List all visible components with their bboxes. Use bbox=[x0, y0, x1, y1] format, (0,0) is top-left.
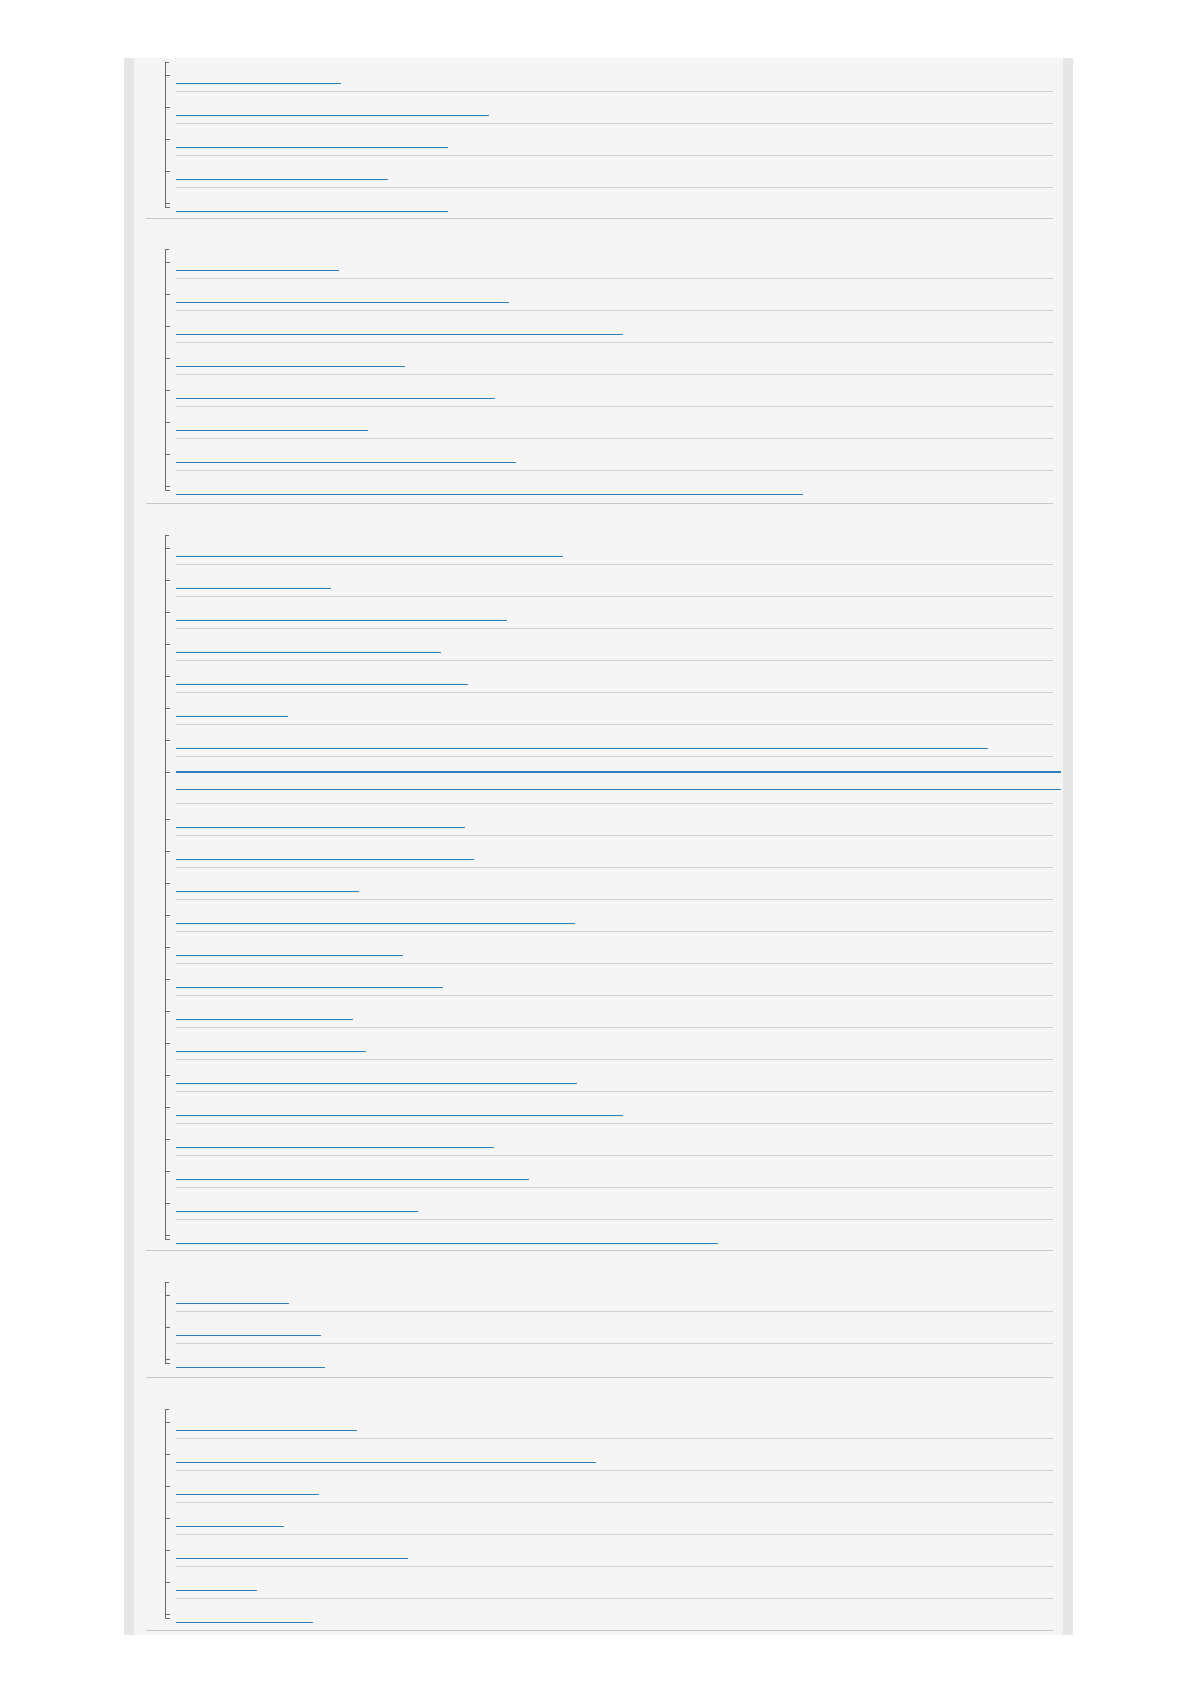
toc-link[interactable] bbox=[176, 1542, 408, 1559]
toc-link[interactable] bbox=[176, 195, 448, 212]
tree-branch bbox=[166, 1295, 170, 1296]
tree-branch bbox=[166, 612, 170, 613]
tree-branch bbox=[166, 580, 170, 581]
toc-link[interactable] bbox=[176, 254, 339, 271]
toc-item bbox=[166, 1439, 1053, 1471]
toc-item bbox=[166, 1092, 1053, 1124]
tree-branch bbox=[166, 294, 170, 295]
tree-branch bbox=[166, 1359, 170, 1360]
toc-link[interactable] bbox=[176, 811, 465, 828]
tree-connector bbox=[165, 535, 166, 1240]
toc-item bbox=[166, 375, 1053, 407]
toc-item bbox=[166, 804, 1053, 836]
toc-item bbox=[166, 188, 1053, 220]
toc-item bbox=[166, 964, 1053, 996]
toc-item bbox=[166, 1280, 1053, 1312]
tree-branch bbox=[166, 486, 170, 487]
toc-item bbox=[166, 60, 1053, 92]
tree-branch bbox=[166, 1422, 170, 1423]
toc-link[interactable] bbox=[176, 1446, 596, 1463]
toc-item bbox=[166, 156, 1053, 188]
toc-item bbox=[166, 1599, 1053, 1631]
tree-connector bbox=[165, 249, 166, 491]
toc-item bbox=[166, 836, 1053, 868]
tree-branch bbox=[166, 915, 170, 916]
tree-branch bbox=[166, 454, 170, 455]
toc-item bbox=[166, 725, 1053, 757]
toc-item bbox=[166, 247, 1053, 279]
toc-link[interactable] bbox=[176, 131, 448, 148]
section-divider bbox=[146, 1630, 1053, 1631]
toc-link[interactable] bbox=[176, 939, 403, 956]
toc-item bbox=[166, 996, 1053, 1028]
toc-item bbox=[166, 693, 1053, 725]
toc-item bbox=[166, 868, 1053, 900]
section-divider bbox=[146, 503, 1053, 504]
toc-link[interactable] bbox=[176, 1510, 284, 1527]
tree-branch bbox=[166, 740, 170, 741]
tree-branch bbox=[166, 1550, 170, 1551]
toc-link[interactable] bbox=[176, 1227, 718, 1244]
toc-link[interactable] bbox=[176, 1099, 623, 1116]
toc-link[interactable] bbox=[176, 318, 623, 335]
toc-link[interactable] bbox=[176, 1131, 494, 1148]
toc-link[interactable] bbox=[176, 732, 988, 749]
toc-link[interactable] bbox=[176, 668, 468, 685]
toc-link[interactable] bbox=[176, 1067, 577, 1084]
toc-link[interactable] bbox=[176, 636, 441, 653]
tree-branch bbox=[166, 139, 170, 140]
toc-link[interactable] bbox=[176, 604, 507, 621]
toc-item bbox=[166, 1471, 1053, 1503]
tree-branch bbox=[166, 203, 170, 204]
toc-item bbox=[166, 533, 1053, 565]
tree-branch bbox=[166, 1327, 170, 1328]
toc-item bbox=[166, 92, 1053, 124]
tree-branch bbox=[166, 422, 170, 423]
toc-item bbox=[166, 407, 1053, 439]
toc-link[interactable] bbox=[176, 572, 331, 589]
toc-link[interactable] bbox=[176, 1003, 353, 1020]
tree-connector bbox=[165, 1409, 166, 1619]
toc-item bbox=[166, 1124, 1053, 1156]
toc-link[interactable] bbox=[176, 1319, 321, 1336]
toc-item bbox=[166, 1312, 1053, 1344]
tree-branch bbox=[166, 851, 170, 852]
toc-link[interactable] bbox=[176, 971, 443, 988]
toc-link[interactable] bbox=[176, 1351, 325, 1368]
toc-item bbox=[166, 439, 1053, 471]
tree-branch bbox=[166, 708, 170, 709]
tree-branch bbox=[166, 1011, 170, 1012]
tree-branch bbox=[166, 676, 170, 677]
tree-branch bbox=[166, 1075, 170, 1076]
toc-link[interactable] bbox=[176, 1606, 313, 1623]
tree-branch bbox=[166, 883, 170, 884]
tree-branch bbox=[166, 819, 170, 820]
toc-item bbox=[166, 1503, 1053, 1535]
toc-item bbox=[166, 900, 1053, 932]
tree-branch bbox=[166, 326, 170, 327]
tree-branch bbox=[166, 1107, 170, 1108]
toc-item bbox=[166, 1220, 1053, 1252]
toc-item bbox=[166, 1567, 1053, 1599]
tree-branch bbox=[166, 772, 170, 773]
tree-branch bbox=[166, 75, 170, 76]
toc-item bbox=[166, 565, 1053, 597]
tree-branch bbox=[166, 1614, 170, 1615]
toc-item bbox=[166, 1407, 1053, 1439]
tree-branch bbox=[166, 171, 170, 172]
toc-item bbox=[166, 471, 1053, 503]
toc-item bbox=[166, 311, 1053, 343]
toc-item bbox=[166, 124, 1053, 156]
toc-link[interactable] bbox=[176, 1163, 529, 1180]
tree-branch bbox=[166, 1454, 170, 1455]
tree-branch bbox=[166, 979, 170, 980]
toc-link[interactable] bbox=[176, 875, 359, 892]
toc-item bbox=[166, 1060, 1053, 1092]
toc-link[interactable] bbox=[176, 700, 288, 717]
toc-link[interactable] bbox=[176, 1478, 319, 1495]
toc-link[interactable] bbox=[176, 1574, 257, 1591]
toc-item bbox=[166, 629, 1053, 661]
section-divider bbox=[146, 218, 1053, 219]
toc-link[interactable] bbox=[176, 1195, 418, 1212]
toc-link[interactable] bbox=[176, 67, 341, 84]
tree-connector bbox=[165, 1282, 166, 1364]
toc-link[interactable] bbox=[176, 382, 495, 399]
toc-item bbox=[166, 661, 1053, 693]
toc-link[interactable] bbox=[176, 759, 1061, 790]
toc-link[interactable] bbox=[176, 286, 509, 303]
section-divider bbox=[146, 1377, 1053, 1378]
toc-link[interactable] bbox=[176, 446, 516, 463]
toc-item bbox=[166, 1535, 1053, 1567]
tree-branch bbox=[166, 358, 170, 359]
toc-link[interactable] bbox=[176, 414, 368, 431]
toc-link[interactable] bbox=[176, 843, 474, 860]
tree-branch bbox=[166, 1582, 170, 1583]
tree-branch bbox=[166, 107, 170, 108]
tree-branch bbox=[166, 390, 170, 391]
toc-item bbox=[166, 343, 1053, 375]
tree-branch bbox=[166, 548, 170, 549]
tree-branch bbox=[166, 1139, 170, 1140]
tree-branch bbox=[166, 1203, 170, 1204]
toc-item bbox=[166, 1028, 1053, 1060]
toc-link[interactable] bbox=[176, 540, 563, 557]
toc-link[interactable] bbox=[176, 1287, 289, 1304]
toc-link[interactable] bbox=[176, 907, 575, 924]
toc-item bbox=[166, 1188, 1053, 1220]
toc-item bbox=[166, 597, 1053, 629]
tree-branch bbox=[166, 1043, 170, 1044]
toc-link[interactable] bbox=[176, 1035, 366, 1052]
tree-branch bbox=[166, 1486, 170, 1487]
toc-link[interactable] bbox=[176, 350, 405, 367]
tree-branch bbox=[166, 262, 170, 263]
tree-branch bbox=[166, 1171, 170, 1172]
toc-item bbox=[166, 279, 1053, 311]
toc-item bbox=[166, 757, 1053, 804]
toc-item bbox=[166, 1344, 1053, 1376]
toc-item bbox=[166, 1156, 1053, 1188]
toc-item bbox=[166, 932, 1053, 964]
tree-branch bbox=[166, 644, 170, 645]
toc-link[interactable] bbox=[176, 163, 388, 180]
tree-branch bbox=[166, 947, 170, 948]
tree-branch bbox=[166, 1518, 170, 1519]
section-divider bbox=[146, 1250, 1053, 1251]
toc-link[interactable] bbox=[176, 478, 803, 495]
tree-connector bbox=[165, 62, 166, 208]
tree-branch bbox=[166, 1235, 170, 1236]
toc-link[interactable] bbox=[176, 99, 489, 116]
toc-link[interactable] bbox=[176, 1414, 357, 1431]
